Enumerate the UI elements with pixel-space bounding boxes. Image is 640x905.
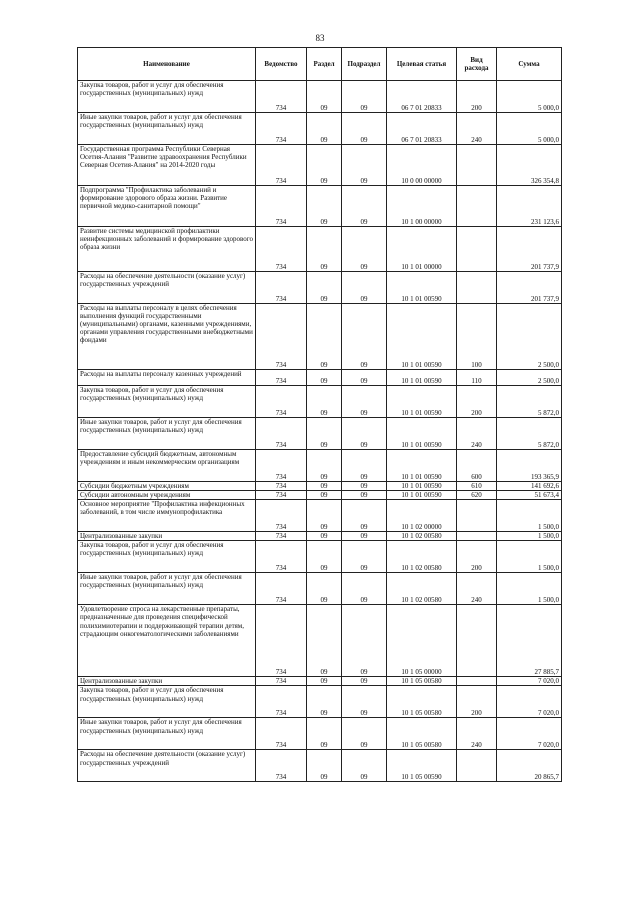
row-section: 09 [307, 450, 342, 482]
row-target-item: 10 1 05 00000 [387, 605, 457, 677]
row-name: Иные закупки товаров, работ и услуг для обеспечения государственных (муниципальных) нужд [78, 113, 256, 145]
row-target-item: 06 7 01 20833 [387, 81, 457, 113]
row-subsection: 09 [342, 186, 387, 227]
row-section: 09 [307, 272, 342, 304]
row-name: Закупка товаров, работ и услуг для обеспечения государственных (муниципальных) нужд [78, 686, 256, 718]
header-expense-type: Вид расхода [457, 48, 497, 81]
page-number: 83 [315, 33, 325, 43]
row-subsection: 09 [342, 500, 387, 532]
row-department: 734 [256, 750, 307, 782]
table-row [78, 541, 562, 573]
row-department: 734 [256, 450, 307, 482]
row-expense-type: 600 [457, 450, 497, 482]
row-department: 734 [256, 145, 307, 186]
row-subsection: 09 [342, 386, 387, 418]
header-department: Ведомство [256, 48, 307, 81]
row-subsection: 09 [342, 573, 387, 605]
row-name: Закупка товаров, работ и услуг для обеспечения государственных (муниципальных) нужд [78, 541, 256, 573]
row-name: Предоставление субсидий бюджетным, автономным учреждениям и иным некоммерческим организациям [78, 450, 256, 482]
row-department: 734 [256, 418, 307, 450]
row-target-item: 10 1 05 00580 [387, 677, 457, 686]
row-expense-type: 200 [457, 541, 497, 573]
row-section: 09 [307, 145, 342, 186]
row-department: 734 [256, 304, 307, 370]
row-name: Закупка товаров, работ и услуг для обеспечения государственных (муниципальных) нужд [78, 81, 256, 113]
row-target-item: 10 1 05 00580 [387, 718, 457, 750]
row-subsection: 09 [342, 304, 387, 370]
table-row [78, 718, 562, 750]
header-section: Раздел [307, 48, 342, 81]
table-row [78, 491, 562, 500]
table-row [78, 450, 562, 482]
row-subsection: 09 [342, 272, 387, 304]
row-amount: 1 500,0 [497, 573, 562, 605]
row-name: Основное мероприятие "Профилактика инфекционных заболеваний, в том числе иммунопрофилактика [78, 500, 256, 532]
row-amount: 20 865,7 [497, 750, 562, 782]
row-name: Развитие системы медицинской профилактики неинфекционных заболеваний и формирование здорового образа жизни [78, 227, 256, 272]
row-amount: 27 885,7 [497, 605, 562, 677]
row-amount: 5 000,0 [497, 81, 562, 113]
row-amount: 326 354,8 [497, 145, 562, 186]
row-department: 734 [256, 532, 307, 541]
row-expense-type [457, 272, 497, 304]
row-department: 734 [256, 573, 307, 605]
row-target-item: 10 1 01 00590 [387, 482, 457, 491]
row-expense-type [457, 605, 497, 677]
row-amount: 5 872,0 [497, 418, 562, 450]
row-name: Расходы на выплаты персоналу в целях обеспечения выполнения функций государственными (муниципальными) органами, казенными учреждениями, органами управления государственными внебюджетными фондами [78, 304, 256, 370]
row-section: 09 [307, 491, 342, 500]
row-expense-type [457, 750, 497, 782]
row-subsection: 09 [342, 145, 387, 186]
row-amount: 1 500,0 [497, 541, 562, 573]
row-section: 09 [307, 605, 342, 677]
row-subsection: 09 [342, 113, 387, 145]
row-department: 734 [256, 113, 307, 145]
row-amount: 1 500,0 [497, 500, 562, 532]
row-amount: 51 673,4 [497, 491, 562, 500]
row-section: 09 [307, 113, 342, 145]
row-expense-type: 240 [457, 418, 497, 450]
row-subsection: 09 [342, 541, 387, 573]
header-name: Наименование [78, 48, 256, 81]
row-target-item: 10 1 01 00590 [387, 491, 457, 500]
row-expense-type [457, 500, 497, 532]
row-target-item: 10 1 01 00590 [387, 272, 457, 304]
row-name: Расходы на обеспечение деятельности (оказание услуг) государственных учреждений [78, 750, 256, 782]
row-name: Закупка товаров, работ и услуг для обеспечения государственных (муниципальных) нужд [78, 386, 256, 418]
table-row [78, 677, 562, 686]
row-section: 09 [307, 532, 342, 541]
row-name: Иные закупки товаров, работ и услуг для обеспечения государственных (муниципальных) нужд [78, 418, 256, 450]
row-target-item: 10 1 05 00580 [387, 686, 457, 718]
row-target-item: 10 1 02 00000 [387, 500, 457, 532]
row-department: 734 [256, 605, 307, 677]
row-expense-type: 240 [457, 573, 497, 605]
table-row [78, 304, 562, 370]
row-target-item: 10 0 00 00000 [387, 145, 457, 186]
row-target-item: 10 1 02 00580 [387, 573, 457, 605]
row-expense-type: 240 [457, 113, 497, 145]
row-section: 09 [307, 386, 342, 418]
row-expense-type: 610 [457, 482, 497, 491]
row-amount: 7 020,0 [497, 686, 562, 718]
row-amount: 193 365,9 [497, 450, 562, 482]
row-department: 734 [256, 272, 307, 304]
row-section: 09 [307, 304, 342, 370]
row-section: 09 [307, 541, 342, 573]
row-department: 734 [256, 677, 307, 686]
row-expense-type: 200 [457, 686, 497, 718]
row-subsection: 09 [342, 686, 387, 718]
row-department: 734 [256, 491, 307, 500]
row-expense-type [457, 677, 497, 686]
table-row [78, 482, 562, 491]
row-department: 734 [256, 81, 307, 113]
row-expense-type: 620 [457, 491, 497, 500]
row-target-item: 10 1 05 00590 [387, 750, 457, 782]
row-subsection: 09 [342, 677, 387, 686]
row-expense-type [457, 186, 497, 227]
row-section: 09 [307, 500, 342, 532]
row-amount: 201 737,9 [497, 227, 562, 272]
row-amount: 7 020,0 [497, 677, 562, 686]
row-target-item: 10 1 01 00590 [387, 304, 457, 370]
budget-table [77, 47, 562, 782]
row-name: Централизованные закупки [78, 677, 256, 686]
row-subsection: 09 [342, 532, 387, 541]
table-row [78, 686, 562, 718]
table-row [78, 186, 562, 227]
table-header-row [78, 48, 562, 81]
table-body [78, 81, 562, 782]
row-expense-type: 110 [457, 370, 497, 386]
row-target-item: 06 7 01 20833 [387, 113, 457, 145]
row-section: 09 [307, 418, 342, 450]
header-target-item: Целевая статья [387, 48, 457, 81]
table-row [78, 145, 562, 186]
row-amount: 231 123,6 [497, 186, 562, 227]
table-row [78, 605, 562, 677]
row-subsection: 09 [342, 750, 387, 782]
row-name: Государственная программа Республики Северная Осетия-Алания "Развитие здравоохранения Республики Северная Осетия-Алания" на 2014-2020 годы [78, 145, 256, 186]
row-section: 09 [307, 677, 342, 686]
row-department: 734 [256, 227, 307, 272]
row-amount: 201 737,9 [497, 272, 562, 304]
row-department: 734 [256, 718, 307, 750]
row-section: 09 [307, 81, 342, 113]
row-target-item: 10 1 02 00580 [387, 532, 457, 541]
row-name: Удовлетворение спроса на лекарственные препараты, предназначенные для проведения специфической полихимиотерапии и поддерживающей терапии детям, страдающим онкогематологическими заболеваниями [78, 605, 256, 677]
row-name: Субсидии автономным учреждениям [78, 491, 256, 500]
header-amount: Сумма [497, 48, 562, 81]
row-amount: 5 872,0 [497, 386, 562, 418]
row-department: 734 [256, 541, 307, 573]
row-expense-type: 100 [457, 304, 497, 370]
row-name: Расходы на обеспечение деятельности (оказание услуг) государственных учреждений [78, 272, 256, 304]
row-amount: 1 500,0 [497, 532, 562, 541]
table-row [78, 750, 562, 782]
row-department: 734 [256, 686, 307, 718]
row-subsection: 09 [342, 605, 387, 677]
row-subsection: 09 [342, 370, 387, 386]
row-target-item: 10 1 01 00000 [387, 227, 457, 272]
row-subsection: 09 [342, 81, 387, 113]
row-subsection: 09 [342, 227, 387, 272]
table-row [78, 272, 562, 304]
row-subsection: 09 [342, 718, 387, 750]
row-section: 09 [307, 482, 342, 491]
row-expense-type: 200 [457, 386, 497, 418]
row-name: Субсидии бюджетным учреждениям [78, 482, 256, 491]
row-name: Подпрограмма "Профилактика заболеваний и формирование здорового образа жизни. Развитие первичной медико-санитарной помощи" [78, 186, 256, 227]
header-subsection: Подраздел [342, 48, 387, 81]
row-section: 09 [307, 370, 342, 386]
table-row [78, 113, 562, 145]
row-section: 09 [307, 686, 342, 718]
row-expense-type: 200 [457, 81, 497, 113]
row-target-item: 10 1 02 00580 [387, 541, 457, 573]
table-row [78, 573, 562, 605]
row-target-item: 10 1 01 00590 [387, 418, 457, 450]
row-name: Иные закупки товаров, работ и услуг для обеспечения государственных (муниципальных) нужд [78, 718, 256, 750]
table-row [78, 532, 562, 541]
row-amount: 7 020,0 [497, 718, 562, 750]
row-department: 734 [256, 386, 307, 418]
row-amount: 2 500,0 [497, 304, 562, 370]
row-section: 09 [307, 227, 342, 272]
row-amount: 2 500,0 [497, 370, 562, 386]
row-subsection: 09 [342, 418, 387, 450]
row-name: Иные закупки товаров, работ и услуг для обеспечения государственных (муниципальных) нужд [78, 573, 256, 605]
row-department: 734 [256, 186, 307, 227]
row-expense-type: 240 [457, 718, 497, 750]
table-row [78, 418, 562, 450]
row-amount: 141 692,6 [497, 482, 562, 491]
row-section: 09 [307, 718, 342, 750]
row-target-item: 10 1 00 00000 [387, 186, 457, 227]
row-expense-type [457, 227, 497, 272]
row-subsection: 09 [342, 482, 387, 491]
table-row [78, 227, 562, 272]
row-subsection: 09 [342, 450, 387, 482]
table-row [78, 386, 562, 418]
row-section: 09 [307, 573, 342, 605]
row-section: 09 [307, 750, 342, 782]
row-amount: 5 000,0 [497, 113, 562, 145]
row-expense-type [457, 532, 497, 541]
row-target-item: 10 1 01 00590 [387, 450, 457, 482]
table-row [78, 81, 562, 113]
table-row [78, 500, 562, 532]
row-name: Централизованные закупки [78, 532, 256, 541]
row-expense-type [457, 145, 497, 186]
row-department: 734 [256, 482, 307, 491]
row-subsection: 09 [342, 491, 387, 500]
row-section: 09 [307, 186, 342, 227]
row-department: 734 [256, 500, 307, 532]
table-row [78, 370, 562, 386]
row-name: Расходы на выплаты персоналу казенных учреждений [78, 370, 256, 386]
row-department: 734 [256, 370, 307, 386]
row-target-item: 10 1 01 00590 [387, 370, 457, 386]
row-target-item: 10 1 01 00590 [387, 386, 457, 418]
